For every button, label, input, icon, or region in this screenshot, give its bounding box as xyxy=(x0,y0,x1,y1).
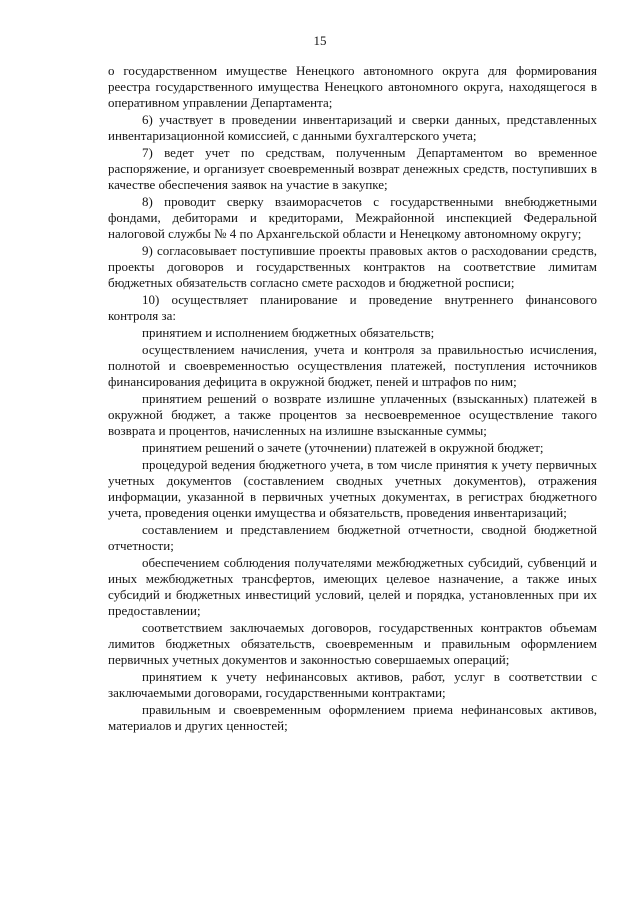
paragraph-control-refunds: принятием решений о возврате излишне уплаченных (взысканных) платежей в окружной бюджет, а также процентов за несвоевременное осуществление такого возврата и процентов, начисленных на излишне взысканные суммы; xyxy=(108,391,597,438)
paragraph-control-subsidies: обеспечением соблюдения получателями межбюджетных субсидий, субвенций и иных межбюджетных трансфертов, имеющих целевое назначение, а также иных субсидий и бюджетных инвестиций условий, целей и порядка, установленных при их предоставлении; xyxy=(108,555,597,618)
paragraph-control-contracts: соответствием заключаемых договоров, государственных контрактов объемам лимитов бюджетных обязательств, своевременным и правильным оформлением первичных учетных документов и законностью совершаемых операций; xyxy=(108,620,597,667)
paragraph-control-accrual: осуществлением начисления, учета и контроля за правильностью исчисления, полнотой и своевременностью осуществления платежей, поступления источников финансирования дефицита в окружной бюджет, пеней и штрафов по ним; xyxy=(108,342,597,389)
paragraph-control-reporting: составлением и представлением бюджетной отчетности, сводной бюджетной отчетности; xyxy=(108,522,597,553)
paragraph-item-10: 10) осуществляет планирование и проведение внутреннего финансового контроля за: xyxy=(108,292,597,323)
paragraph-1: о государственном имуществе Ненецкого автономного округа для формирования реестра государственного имущества Ненецкого автономного округа, находящегося в оперативном управлении Департамента; xyxy=(108,63,597,110)
paragraph-control-accounting: процедурой ведения бюджетного учета, в том числе принятия к учету первичных учетных документов (составлением сводных учетных документов), отражения информации, указанной в первичных учетных документах, в регистрах бюджетного учета, проведения оценки имущества и обязательств, проведения инвентаризаций; xyxy=(108,457,597,520)
paragraph-control-offset: принятием решений о зачете (уточнении) платежей в окружной бюджет; xyxy=(142,440,544,455)
paragraph-item-9: 9) согласовывает поступившие проекты правовых актов о расходовании средств, проекты договоров и государственных контрактов на соответствие лимитам бюджетных обязательств согласно смете расходов и бюджетной росписи; xyxy=(108,243,597,290)
paragraph-item-7: 7) ведет учет по средствам, полученным Департаментом во временное распоряжение, и организует своевременный возврат денежных средств, поступивших в качестве обеспечения заявок на участие в закупке; xyxy=(108,145,597,192)
paragraph-control-assets: принятием к учету нефинансовых активов, работ, услуг в соответствии с заключаемыми договорами, государственными контрактами; xyxy=(108,669,597,700)
paragraph-control-materials: правильным и своевременным оформлением приема нефинансовых активов, материалов и других ценностей; xyxy=(108,702,597,733)
page-number: 15 xyxy=(313,33,327,48)
paragraph-item-6: 6) участвует в проведении инвентаризаций и сверки данных, представленных инвентаризационной комиссией, с данными бухгалтерского учета; xyxy=(108,112,597,143)
document-body xyxy=(108,63,597,734)
paragraph-item-8: 8) проводит сверку взаиморасчетов с государственными внебюджетными фондами, дебиторами и кредиторами, Межрайонной инспекцией Федеральной налоговой службы № 4 по Архангельской области и Ненецкому автономному округу; xyxy=(108,194,597,241)
paragraph-control-budget-obligations: принятием и исполнением бюджетных обязательств; xyxy=(142,325,435,340)
